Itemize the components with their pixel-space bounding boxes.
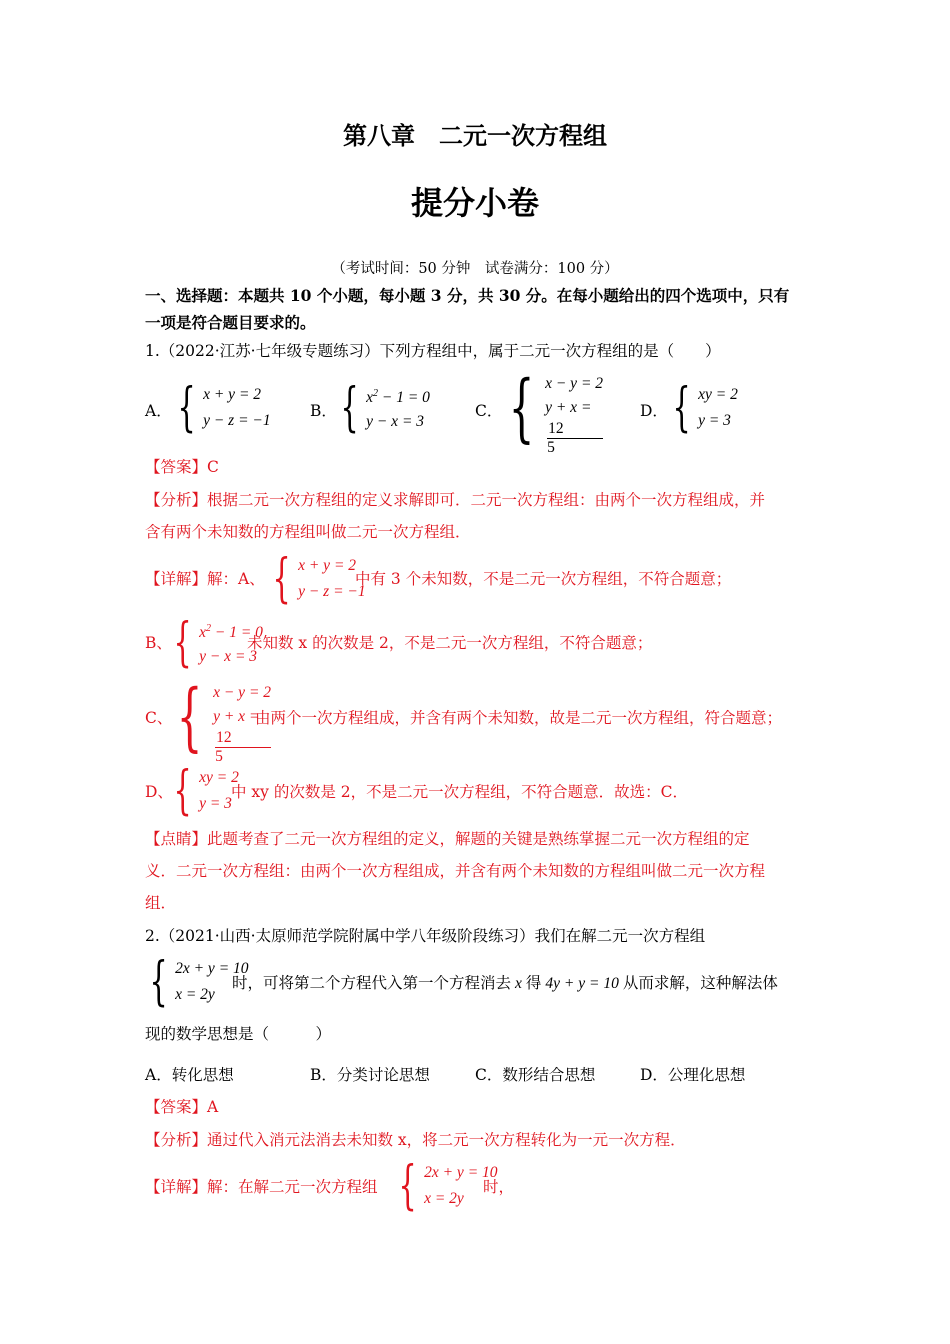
brace-icon: { — [672, 378, 691, 438]
q1-comment-line1: 【点睛】此题考查了二元一次方程组的定义，解题的关键是熟练掌握二元一次方程组的定 — [145, 830, 750, 848]
brace-icon: { — [149, 952, 168, 1012]
q2-option-d: D．公理化思想 — [640, 1066, 746, 1084]
q1-comment-line3: 组． — [145, 894, 177, 912]
q2-detail-suffix: 时， — [483, 1178, 515, 1196]
brace-icon: { — [176, 674, 203, 760]
q1-a-eq1: x + y = 2 — [203, 386, 262, 403]
q1-detail-d: 中 xy 的次数是 2，不是二元一次方程组，不符合题意．故选：C． — [231, 783, 689, 801]
exam-info: （考试时间：50 分钟 试卷满分：100 分） — [331, 261, 619, 277]
q1-d-eq2: y = 3 — [698, 412, 731, 429]
q1-detail-d-prefix: D、 — [145, 783, 173, 801]
q1-option-a-system — [170, 378, 271, 438]
paper-subtitle: 提分小卷 — [410, 184, 539, 222]
q1-option-c-label: C． — [475, 402, 503, 420]
brace-icon: { — [398, 1156, 417, 1216]
brace-icon: { — [272, 549, 291, 609]
q1-comment-line2: 义．二元一次方程组：由两个一次方程组成，并含有两个未知数的方程组叫做二元一次方程 — [145, 862, 766, 880]
question-1-stem: 1.（2022·江苏·七年级专题练习）下列方程组中，属于二元一次方程组的是（ ） — [145, 342, 721, 360]
q1-b-eq1: $x^2 - 1 = 0$ — [366, 388, 430, 407]
q1-answer: 【答案】C — [145, 458, 219, 476]
q1-d-eq1: xy = 2 — [698, 386, 738, 403]
q1-analysis-line1: 【分析】根据二元一次方程组的定义求解即可．二元一次方程组：由两个一次方程组成，并 — [145, 491, 766, 509]
question-2-stem: 2.（2021·山西·太原师范学院附属中学八年级阶段练习）我们在解二元一次方程组 — [145, 927, 706, 945]
brace-icon: { — [508, 365, 535, 451]
q2-option-a: A．转化思想 — [145, 1066, 234, 1084]
q1-option-d-label: D． — [640, 402, 668, 420]
q1-option-b-label: B． — [310, 402, 337, 420]
brace-icon: { — [173, 761, 192, 821]
q1-detail-b: 未知数 x 的次数是 2，不是二元一次方程组，不符合题意； — [247, 634, 653, 652]
q2-stem-line3: 现的数学思想是（ ） — [145, 1025, 332, 1043]
brace-icon: { — [340, 378, 359, 438]
q1-a-eq2: y − z = −1 — [203, 412, 271, 429]
q1-detail-b-system: { $x^2 - 1 = 0$ y − x = 3 — [173, 613, 263, 673]
q1-detail-c: 由两个一次方程组成，并含有两个未知数，故是二元一次方程组，符合题意； — [255, 709, 783, 727]
q1-detail-c-prefix: C、 — [145, 709, 173, 727]
q1-option-b-system — [333, 378, 430, 438]
q1-detail-a-system: { x + y = 2 y − z = −1 — [272, 549, 366, 609]
brace-icon: { — [173, 613, 192, 673]
q2-detail-prefix: 【详解】解：在解二元一次方程组 — [145, 1178, 378, 1196]
brace-icon: { — [177, 378, 196, 438]
q2-option-c: C．数形结合思想 — [475, 1066, 596, 1084]
q1-detail-a: 中有 3 个未知数，不是二元一次方程组，不符合题意； — [355, 570, 732, 588]
q2-option-b: B．分类讨论思想 — [310, 1066, 430, 1084]
q1-detail-b-prefix: B、 — [145, 634, 172, 652]
q1-option-c-system — [498, 365, 604, 456]
chapter-title: 第八章 二元一次方程组 — [343, 122, 607, 150]
q2-stem-continued: 时，可将第二个方程代入第一个方程消去 x 得 4y + y = 10 从而求解，这种解法体 — [232, 974, 778, 992]
section-heading-line2: 一项是符合题目要求的。 — [145, 313, 316, 332]
q2-answer: 【答案】A — [145, 1098, 219, 1116]
q1-detail-prefix: 【详解】解：A、 — [145, 570, 265, 588]
q1-c-eq1: x − y = 2 — [545, 375, 604, 392]
section-heading-line1: 一、选择题：本题共 10 个小题，每小题 3 分，共 30 分。在每小题给出的四个选项中，只有 — [145, 286, 790, 305]
q2-eq2: x = 2y — [175, 986, 215, 1003]
q1-c-eq2: y + x = 12 5 — [545, 396, 603, 457]
q1-detail-c-system: { x − y = 2 y + x = 12 5 — [176, 674, 272, 765]
q1-option-a-label: A． — [145, 402, 172, 420]
q2-analysis: 【分析】通过代入消元法消去未知数 x，将二元一次方程转化为一元一次方程． — [145, 1131, 686, 1149]
q1-b-eq2: y − x = 3 — [366, 413, 425, 431]
q2-detail-system: { 2x + y = 10 x = 2y — [398, 1156, 498, 1216]
q1-analysis-line2: 含有两个未知数的方程组叫做二元一次方程组． — [145, 523, 471, 541]
q1-option-d-system — [665, 378, 738, 438]
q1-detail-d-system: { xy = 2 y = 3 — [173, 761, 239, 821]
q2-eq1: 2x + y = 10 — [175, 960, 249, 977]
